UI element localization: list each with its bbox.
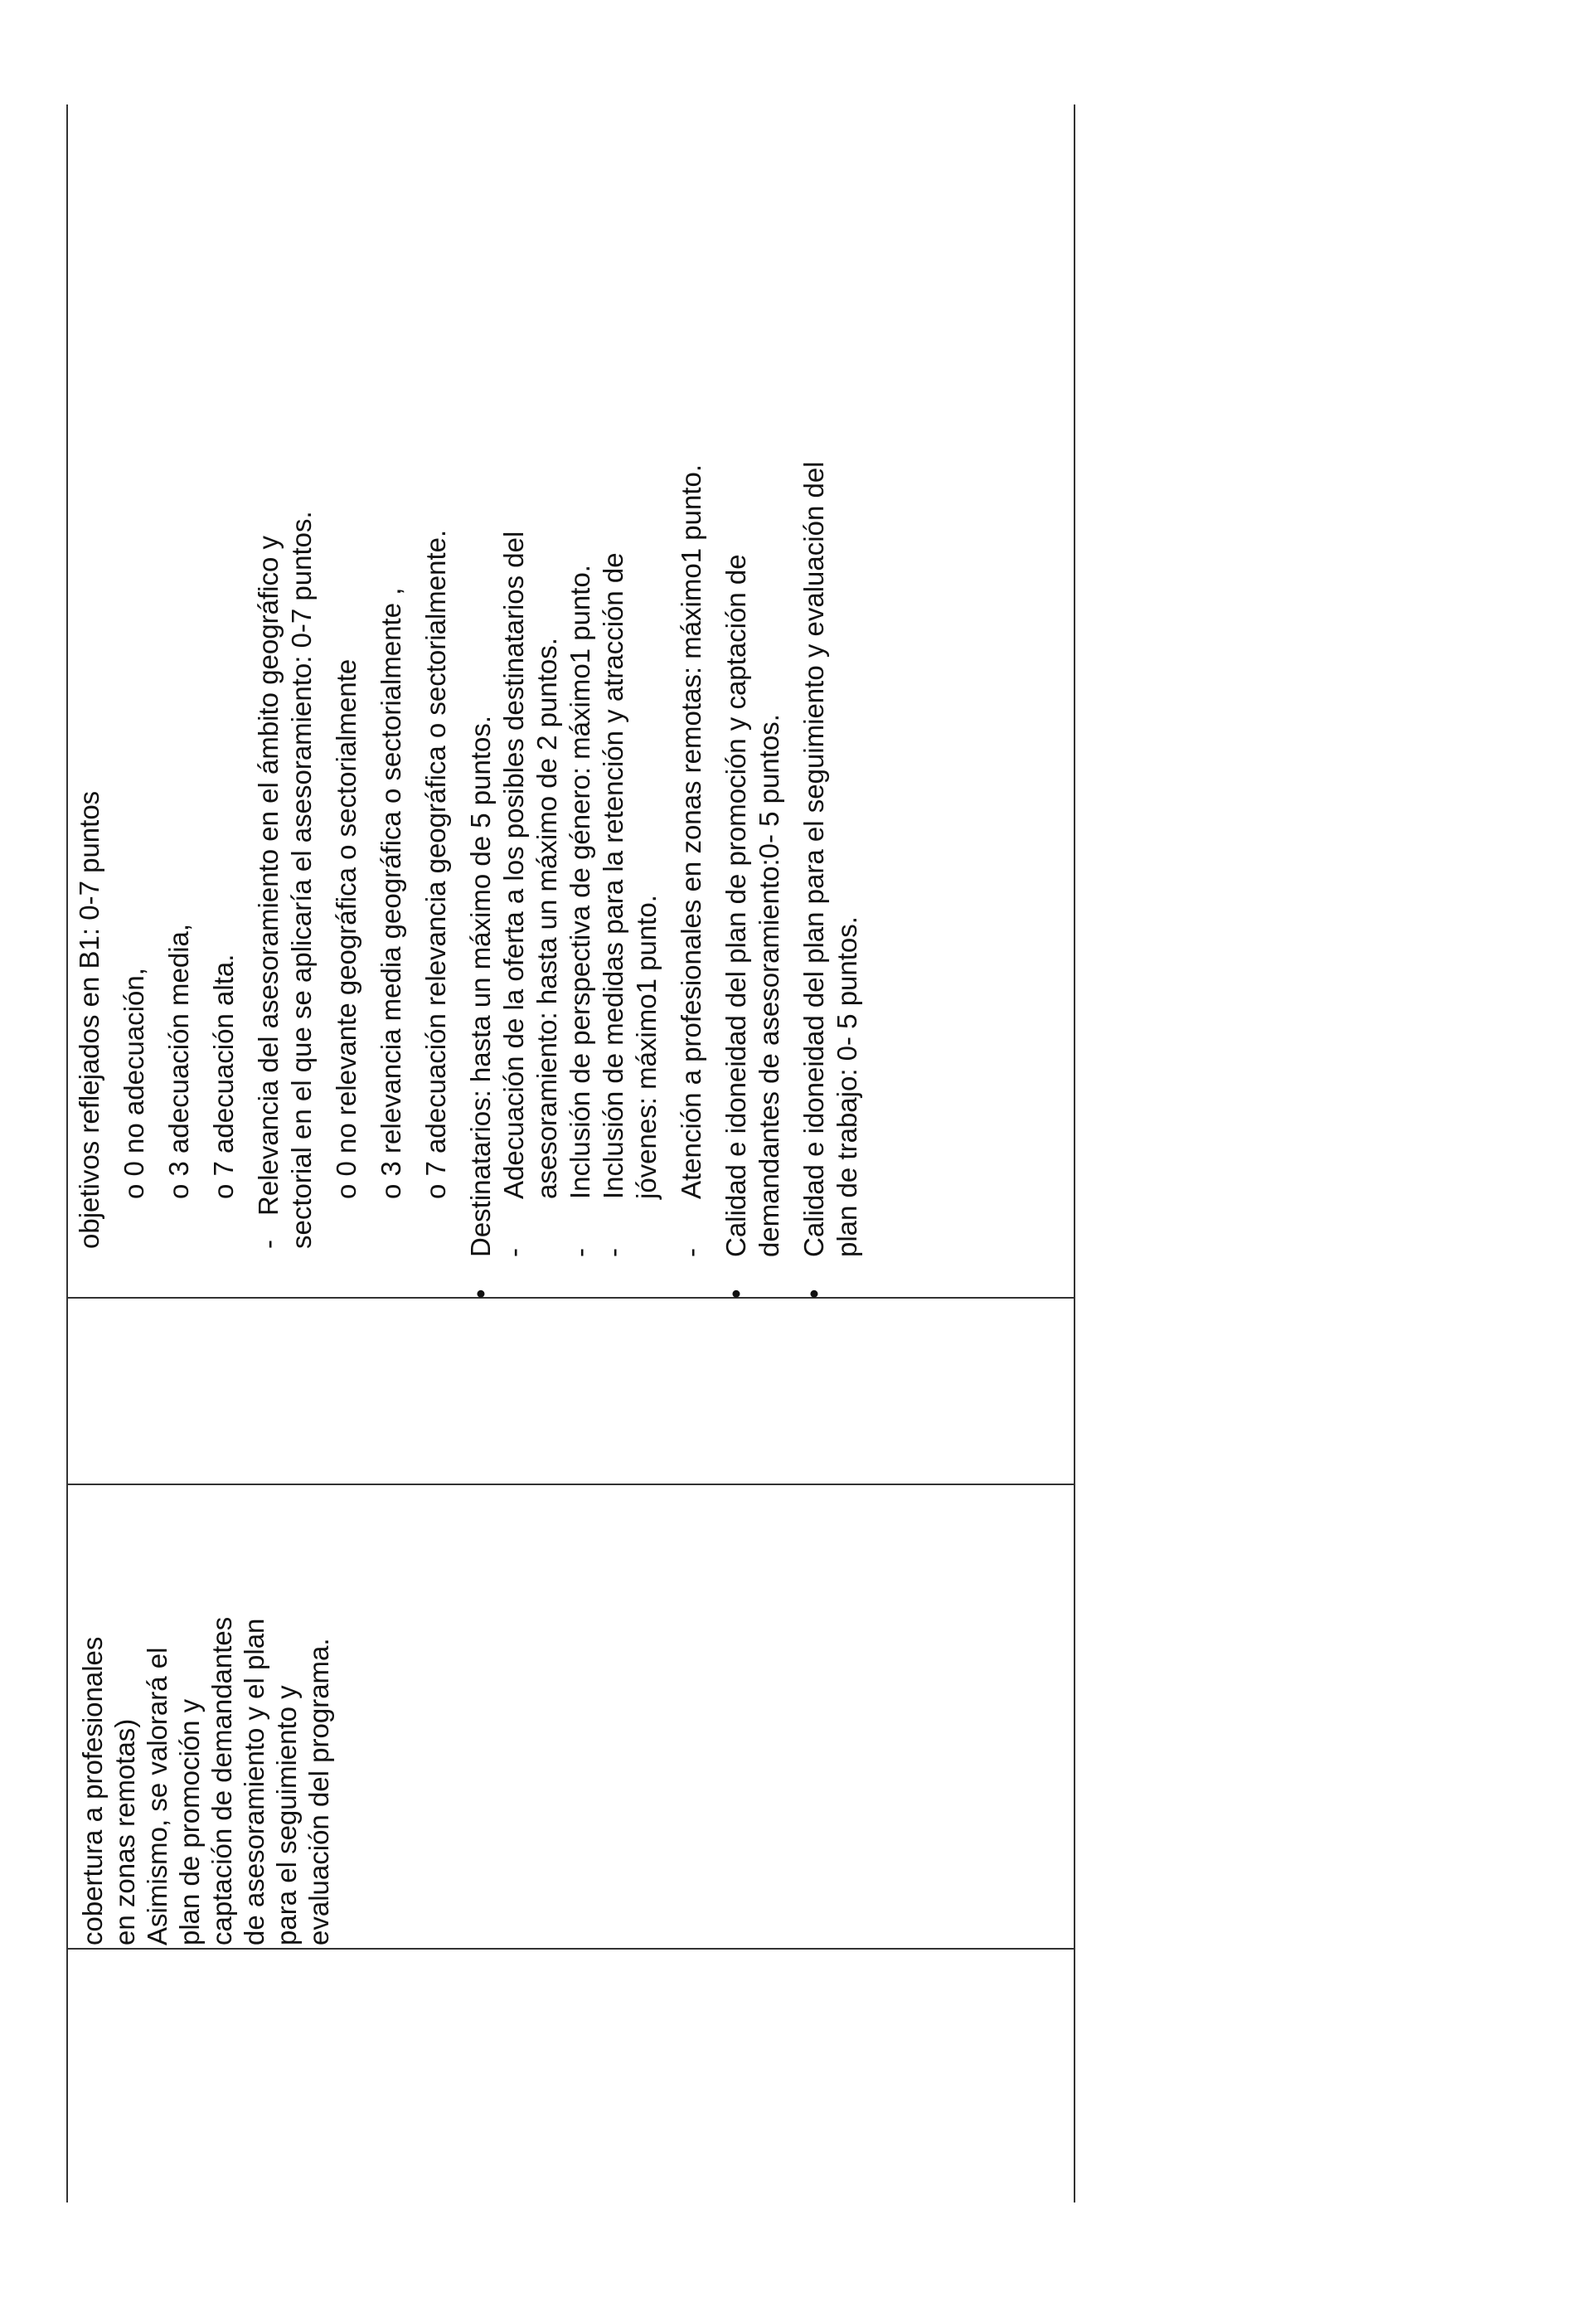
text-line: asesoramiento: hasta un máximo de 2 puntos.	[531, 638, 562, 1199]
option-item: o 7 adecuación alta.	[208, 954, 239, 1199]
dash-item	[497, 121, 531, 1299]
text-line: plan de promoción y	[174, 1698, 205, 1945]
text-line: plan de trabajo: 0- 5 puntos.	[832, 916, 862, 1257]
bullet-text: Destinatarios: hasta un máximo de 5 puntos.	[465, 715, 496, 1257]
text-line: jóvenes: máximo1 punto.	[631, 895, 662, 1199]
dash-item	[252, 121, 285, 1249]
text-line: de asesoramiento y el plan	[239, 1618, 269, 1945]
dash-marker: -	[498, 1248, 529, 1257]
dash-marker: -	[598, 1248, 628, 1257]
text-line: objetivos reflejados en B1: 0-7 puntos	[74, 790, 104, 1249]
table-top-border	[66, 104, 68, 2202]
dash-item-text: Inclusión de medidas para la retención y atracción de	[598, 552, 628, 1199]
text-line: demandantes de asesoramiento:0- 5 puntos.	[754, 714, 784, 1257]
dash-marker: -	[253, 1240, 284, 1249]
scoring-criteria-cell	[73, 121, 864, 1299]
option-item: o 0 no adecuación,	[119, 968, 149, 1199]
dash-item-text: Relevancia del asesoramiento en el ámbito geográfico y	[253, 536, 284, 1216]
dash-item-text: Inclusión de perspectiva de género: máximo1 punto.	[565, 565, 595, 1199]
bullet-icon: •	[720, 1289, 751, 1299]
text-line: en zonas remotas)	[109, 1718, 140, 1945]
text-line: para el seguimiento y	[271, 1685, 302, 1945]
text-line: evaluación del programa.	[303, 1638, 334, 1945]
text-line: captación de demandantes	[206, 1616, 237, 1945]
dash-item	[675, 121, 708, 1299]
dash-item-text: Adecuación de la oferta a los posibles destinatarios del	[498, 531, 529, 1199]
bullet-item	[464, 121, 497, 1299]
criteria-description-cell	[76, 1489, 335, 1945]
text-line: cobertura a profesionales	[77, 1636, 108, 1945]
bullet-icon: •	[465, 1289, 496, 1299]
dash-item	[564, 121, 597, 1299]
table-bottom-border	[1074, 104, 1075, 2202]
text-line: sectorial en el que se aplicaría el asesoramiento: 0-7 puntos.	[286, 511, 317, 1249]
bullet-item	[798, 121, 831, 1299]
col-divider-2	[66, 1484, 1075, 1485]
dash-marker: -	[676, 1248, 706, 1257]
option-item: o 0 no relevante geográfica o sectorialmente	[331, 658, 361, 1199]
dash-item-text: Atención a profesionales en zonas remotas: máximo1 punto.	[676, 464, 706, 1199]
text-line: Asimismo, se valorará el	[142, 1647, 172, 1945]
col-divider-1	[66, 1948, 1075, 1950]
bullet-item	[720, 121, 753, 1299]
dash-marker: -	[565, 1248, 595, 1257]
dash-item	[597, 121, 630, 1299]
option-item: o 3 relevancia media geográfica o sectorialmente ,	[376, 587, 406, 1199]
bullet-icon: •	[798, 1289, 829, 1299]
bullet-text: Calidad e idoneidad del plan para el seguimiento y evaluación del	[798, 461, 829, 1257]
option-item: o 3 adecuación media,	[163, 923, 194, 1199]
option-item: o 7 adecuación relevancia geográfica o sectorialmente.	[420, 529, 451, 1199]
bullet-text: Calidad e idoneidad del plan de promoción y captación de	[720, 554, 751, 1257]
